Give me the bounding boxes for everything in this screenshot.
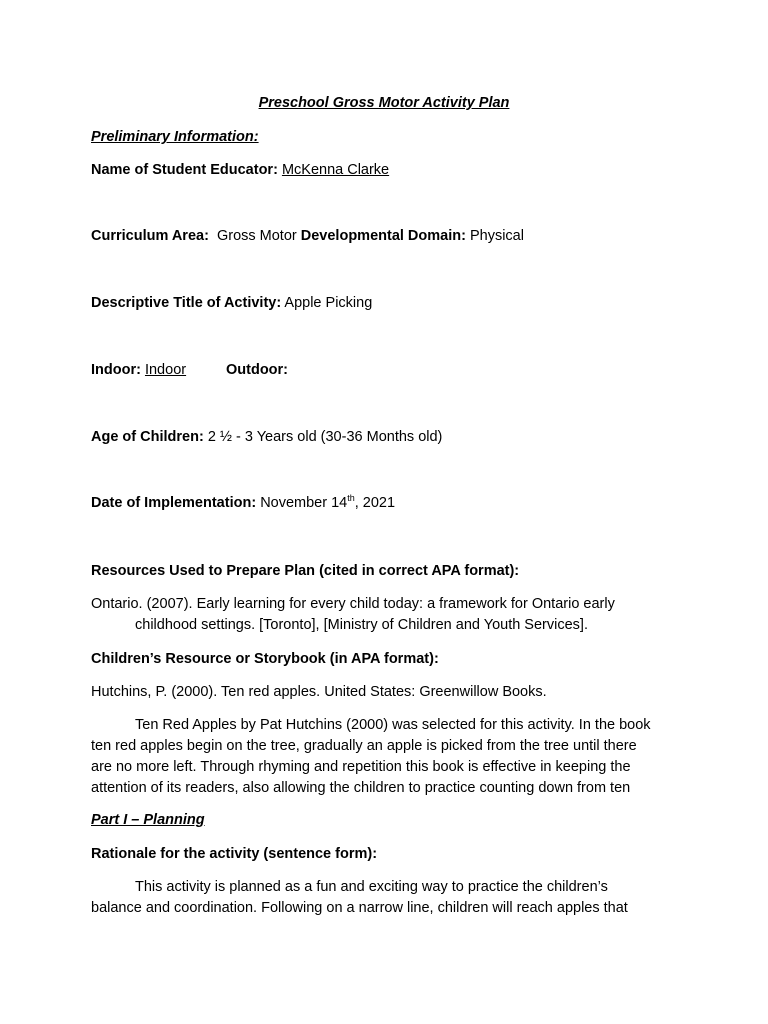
date-value-prefix: November 14 [260, 495, 348, 511]
resources-citation-line-1: Ontario. (2007). Early learning for every child today: a framework for Ontario early [91, 596, 615, 612]
resources-citation-line-2: childhood settings. [Toronto], [Ministry of Children and Youth Services]. [135, 617, 588, 633]
activity-title-label: Descriptive Title of Activity: [91, 295, 282, 311]
indoor-label: Indoor: [91, 362, 141, 378]
storybook-paragraph-line: Ten Red Apples by Pat Hutchins (2000) was selected for this activity. In the book [135, 717, 651, 733]
storybook-paragraph-line: attention of its readers, also allowing the children to practice counting down from ten [91, 780, 631, 796]
part1-heading: Part I – Planning [91, 812, 205, 828]
document-title: Preschool Gross Motor Activity Plan [258, 95, 510, 111]
student-educator-value: McKenna Clarke [281, 162, 390, 178]
rationale-paragraph-line: balance and coordination. Following on a narrow line, children will reach apples that [91, 900, 628, 916]
date-value-sup: th [347, 493, 355, 504]
age-label: Age of Children: [91, 429, 204, 445]
date-row [91, 494, 395, 512]
resources-heading: Resources Used to Prepare Plan (cited in correct APA format): [91, 563, 520, 579]
preliminary-heading: Preliminary Information: [91, 129, 259, 145]
developmental-domain-value: Physical [469, 228, 524, 244]
date-value [260, 495, 395, 511]
date-value-suffix: , 2021 [354, 495, 396, 511]
curriculum-area-value: Gross Motor [216, 228, 297, 244]
curriculum-row [91, 227, 524, 245]
setting-row [91, 361, 186, 379]
activity-title-row [91, 294, 372, 312]
indoor-value: Indoor [144, 362, 187, 378]
curriculum-area-label: Curriculum Area: [91, 228, 209, 244]
date-label: Date of Implementation: [91, 495, 257, 511]
rationale-heading: Rationale for the activity (sentence form): [91, 846, 378, 862]
outdoor-row [226, 361, 288, 379]
student-educator-label: Name of Student Educator: [91, 162, 278, 178]
student-educator-row [91, 161, 389, 179]
activity-title-value: Apple Picking [284, 295, 373, 311]
storybook-citation: Hutchins, P. (2000). Ten red apples. United States: Greenwillow Books. [91, 684, 547, 700]
developmental-domain-label: Developmental Domain: [300, 228, 466, 244]
outdoor-label: Outdoor: [226, 362, 289, 378]
storybook-paragraph-line: ten red apples begin on the tree, gradually an apple is picked from the tree until there [91, 738, 637, 754]
age-value: 2 ½ - 3 Years old (30-36 Months old) [207, 429, 443, 445]
rationale-paragraph-line: This activity is planned as a fun and exciting way to practice the children’s [135, 879, 608, 895]
storybook-paragraph-line: are no more left. Through rhyming and repetition this book is effective in keeping the [91, 759, 631, 775]
storybook-heading: Children’s Resource or Storybook (in APA format): [91, 651, 439, 667]
age-row [91, 428, 442, 446]
